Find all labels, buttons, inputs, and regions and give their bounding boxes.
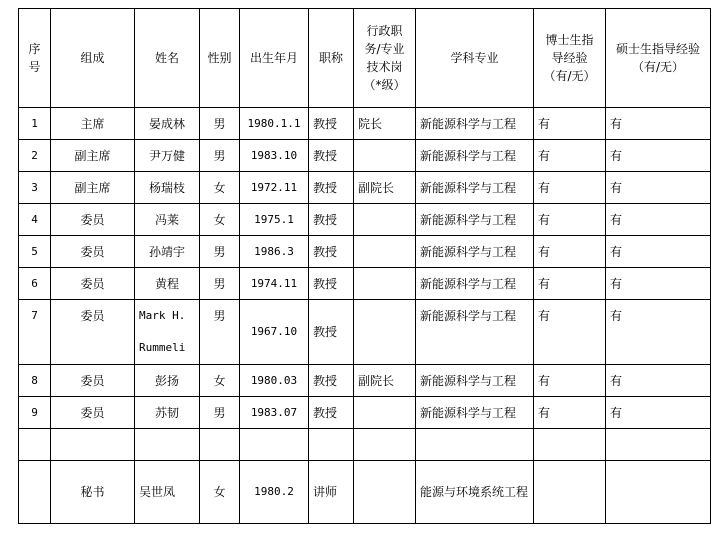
cell-subject: 新能源科学与工程: [416, 300, 534, 365]
cell-admin: [354, 300, 416, 365]
cell-group: 秘书: [51, 461, 135, 524]
cell-name: 吴世凤: [135, 461, 200, 524]
cell-master: 有: [606, 365, 711, 397]
cell-phd: [534, 461, 606, 524]
cell-admin: [354, 268, 416, 300]
cell-gender: 男: [200, 397, 240, 429]
cell-gender: 男: [200, 108, 240, 140]
cell-admin: [354, 204, 416, 236]
table-row: [19, 268, 711, 300]
cell-admin: 院长: [354, 108, 416, 140]
cell-subject: [416, 429, 534, 461]
cell-name: 杨瑞枝: [135, 172, 200, 204]
header-phd: 博士生指导经验（有/无）: [534, 9, 606, 108]
cell-subject: 新能源科学与工程: [416, 204, 534, 236]
cell-name: 孙靖宇: [135, 236, 200, 268]
cell-master: 有: [606, 172, 711, 204]
cell-group: 副主席: [51, 140, 135, 172]
cell-master: 有: [606, 397, 711, 429]
cell-gender: 男: [200, 236, 240, 268]
table-row-secretary: [19, 461, 711, 524]
cell-index: [19, 429, 51, 461]
cell-name: 尹万健: [135, 140, 200, 172]
cell-birth: 1972.11: [240, 172, 309, 204]
cell-name: 晏成林: [135, 108, 200, 140]
cell-name: 冯莱: [135, 204, 200, 236]
header-title: 职称: [309, 9, 354, 108]
table-row: [19, 365, 711, 397]
cell-index: 2: [19, 140, 51, 172]
cell-phd: 有: [534, 365, 606, 397]
cell-master: 有: [606, 108, 711, 140]
cell-master: 有: [606, 204, 711, 236]
cell-gender: 女: [200, 461, 240, 524]
header-birth: 出生年月: [240, 9, 309, 108]
table-row: [19, 397, 711, 429]
cell-group: [51, 429, 135, 461]
cell-birth: 1967.10: [240, 300, 309, 365]
cell-subject: 新能源科学与工程: [416, 236, 534, 268]
cell-group: 委员: [51, 300, 135, 365]
cell-birth: [240, 429, 309, 461]
cell-index: 9: [19, 397, 51, 429]
committee-table: [18, 8, 711, 524]
cell-gender: 女: [200, 365, 240, 397]
cell-phd: 有: [534, 204, 606, 236]
header-subject: 学科专业: [416, 9, 534, 108]
table-row: [19, 236, 711, 268]
cell-admin: [354, 236, 416, 268]
cell-title: 教授: [309, 397, 354, 429]
cell-title: 教授: [309, 108, 354, 140]
cell-group: 委员: [51, 268, 135, 300]
cell-birth: 1975.1: [240, 204, 309, 236]
table-row: [19, 140, 711, 172]
cell-title: 教授: [309, 300, 354, 365]
cell-phd: 有: [534, 397, 606, 429]
cell-subject: 新能源科学与工程: [416, 172, 534, 204]
cell-gender: 男: [200, 300, 240, 365]
cell-birth: 1980.2: [240, 461, 309, 524]
cell-title: 教授: [309, 172, 354, 204]
table-row: [19, 204, 711, 236]
header-admin: 行政职务/专业技术岗（*级）: [354, 9, 416, 108]
cell-title: 教授: [309, 140, 354, 172]
cell-admin: [354, 397, 416, 429]
cell-birth: 1983.10: [240, 140, 309, 172]
cell-group: 委员: [51, 365, 135, 397]
cell-phd: 有: [534, 172, 606, 204]
cell-subject: 新能源科学与工程: [416, 365, 534, 397]
cell-gender: 男: [200, 268, 240, 300]
cell-group: 委员: [51, 236, 135, 268]
cell-gender: 男: [200, 140, 240, 172]
table-row-empty: [19, 429, 711, 461]
cell-title: 讲师: [309, 461, 354, 524]
cell-gender: 女: [200, 204, 240, 236]
cell-master: 有: [606, 268, 711, 300]
cell-index: 8: [19, 365, 51, 397]
cell-birth: 1980.1.1: [240, 108, 309, 140]
cell-phd: [534, 429, 606, 461]
cell-phd: 有: [534, 140, 606, 172]
cell-name: 苏韧: [135, 397, 200, 429]
cell-index: 5: [19, 236, 51, 268]
header-index: 序号: [19, 9, 51, 108]
cell-birth: 1986.3: [240, 236, 309, 268]
cell-group: 主席: [51, 108, 135, 140]
cell-master: 有: [606, 140, 711, 172]
cell-admin: [354, 461, 416, 524]
cell-admin: 副院长: [354, 365, 416, 397]
cell-index: 7: [19, 300, 51, 365]
table-row: [19, 172, 711, 204]
cell-group: 副主席: [51, 172, 135, 204]
cell-index: 3: [19, 172, 51, 204]
cell-subject: 新能源科学与工程: [416, 268, 534, 300]
cell-index: 6: [19, 268, 51, 300]
cell-birth: 1974.11: [240, 268, 309, 300]
cell-master: [606, 429, 711, 461]
cell-birth: 1983.07: [240, 397, 309, 429]
cell-birth: 1980.03: [240, 365, 309, 397]
cell-master: 有: [606, 300, 711, 365]
cell-title: 教授: [309, 365, 354, 397]
cell-gender: [200, 429, 240, 461]
cell-gender: 女: [200, 172, 240, 204]
cell-phd: 有: [534, 268, 606, 300]
cell-title: [309, 429, 354, 461]
cell-name: 黄程: [135, 268, 200, 300]
table-row: [19, 108, 711, 140]
cell-name: 彭扬: [135, 365, 200, 397]
cell-group: 委员: [51, 204, 135, 236]
cell-subject: 能源与环境系统工程: [416, 461, 534, 524]
cell-phd: 有: [534, 300, 606, 365]
cell-index: 1: [19, 108, 51, 140]
cell-subject: 新能源科学与工程: [416, 397, 534, 429]
cell-title: 教授: [309, 204, 354, 236]
cell-index: 4: [19, 204, 51, 236]
cell-master: [606, 461, 711, 524]
cell-subject: 新能源科学与工程: [416, 108, 534, 140]
cell-admin: 副院长: [354, 172, 416, 204]
cell-title: 教授: [309, 236, 354, 268]
cell-index: [19, 461, 51, 524]
cell-master: 有: [606, 236, 711, 268]
cell-name: [135, 429, 200, 461]
cell-admin: [354, 140, 416, 172]
table-row: [19, 300, 711, 365]
cell-title: 教授: [309, 268, 354, 300]
cell-subject: 新能源科学与工程: [416, 140, 534, 172]
header-gender: 性别: [200, 9, 240, 108]
header-master: 硕士生指导经验（有/无）: [606, 9, 711, 108]
cell-phd: 有: [534, 108, 606, 140]
header-row: [19, 9, 711, 108]
header-name: 姓名: [135, 9, 200, 108]
header-group: 组成: [51, 9, 135, 108]
cell-name: Mark H. Rummeli: [135, 300, 200, 365]
cell-phd: 有: [534, 236, 606, 268]
cell-group: 委员: [51, 397, 135, 429]
cell-admin: [354, 429, 416, 461]
